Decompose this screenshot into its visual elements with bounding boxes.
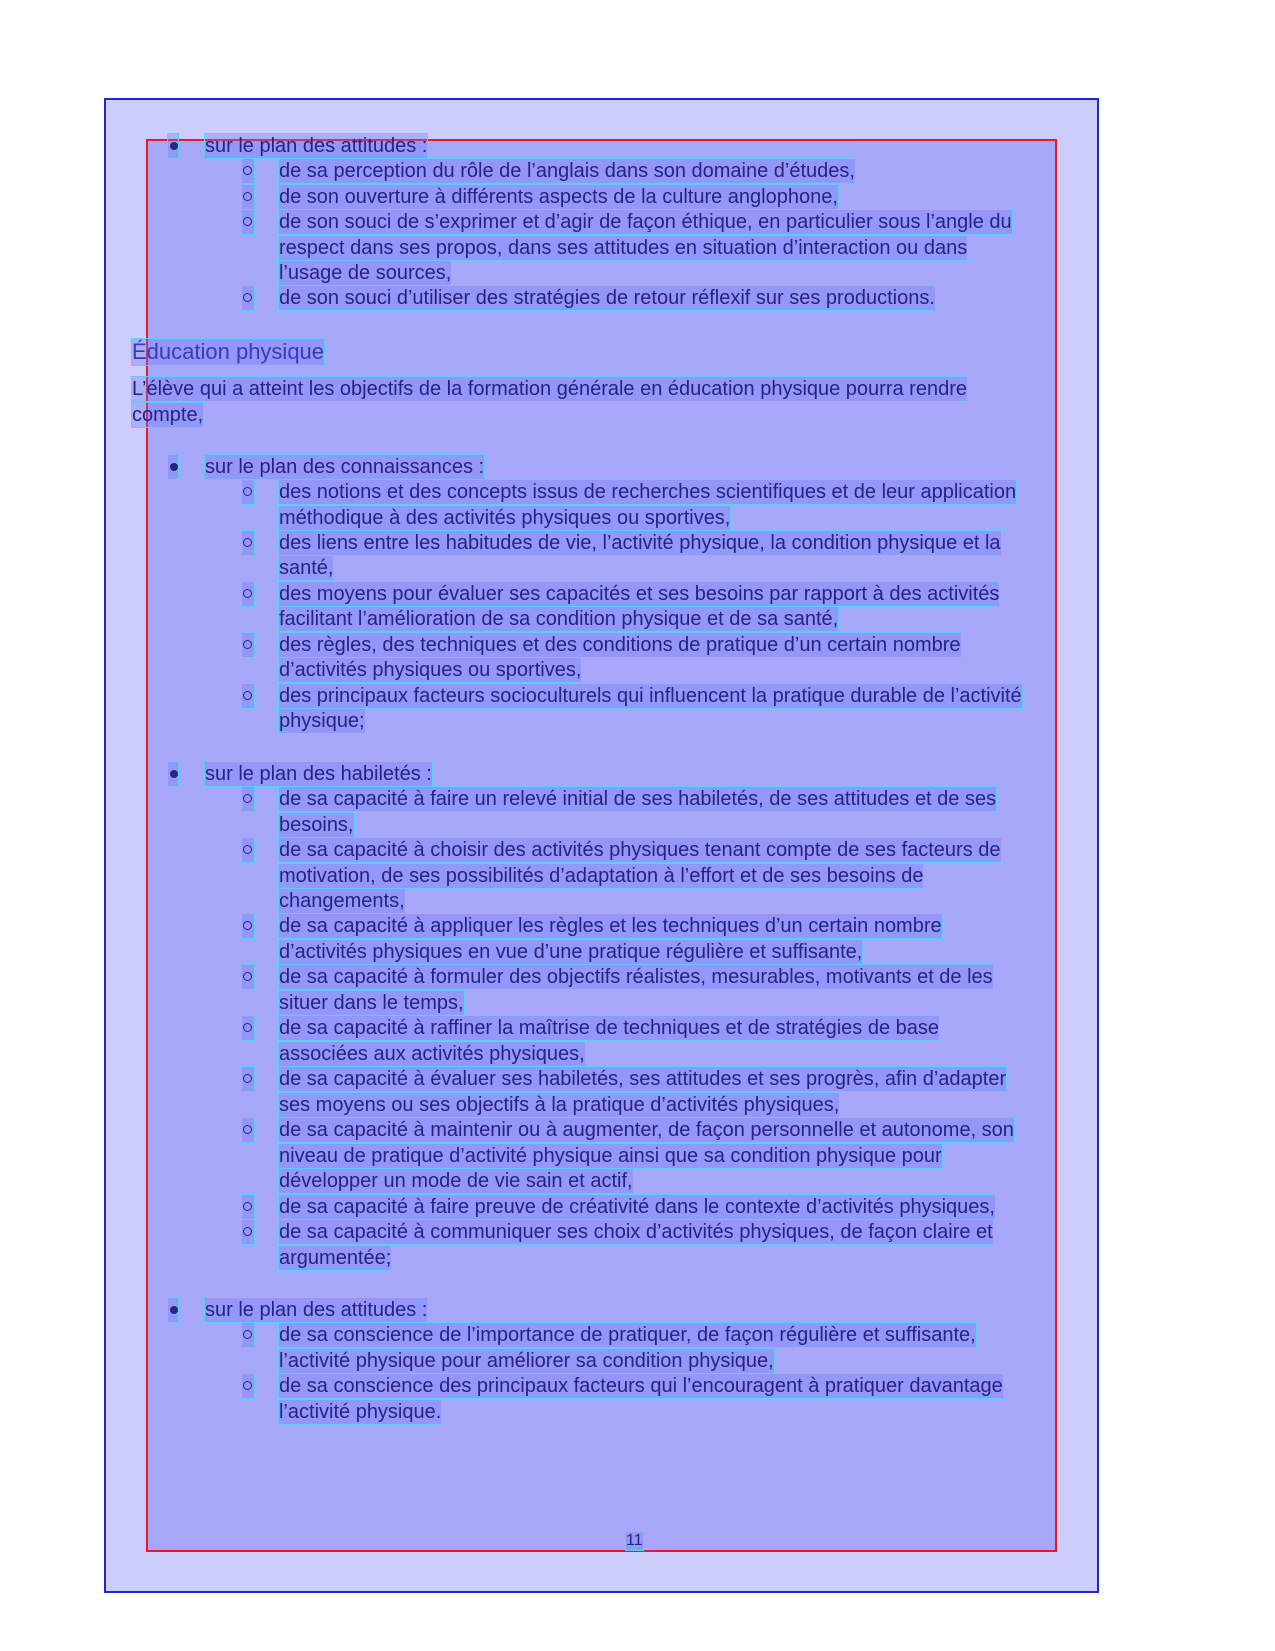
list-item-line: méthodique à des activités physiques ou sportives, [279,507,731,529]
list-heading-attitudes-2: sur le plan des attitudes : [205,1299,428,1321]
list-item-line: de sa capacité à maintenir ou à augmenter, de façon personnelle et autonome, son [279,1119,1014,1141]
circle-bullet-icon [242,1374,254,1398]
circle-bullet-icon [242,1016,254,1040]
list-item-line: physique; [279,710,365,732]
circle-bullet-icon [242,684,254,708]
circle-bullet-icon [242,914,254,938]
list-item-line: de sa capacité à raffiner la maîtrise de techniques et de stratégies de base [279,1017,940,1039]
circle-bullet-icon [242,159,254,183]
list-item-line: des moyens pour évaluer ses capacités et ses besoins par rapport à des activités [279,583,1000,605]
circle-bullet-icon [242,185,254,209]
list-item-line: de sa capacité à appliquer les règles et les techniques d’un certain nombre [279,915,942,937]
list-item-line: l’activité physique. [279,1401,442,1423]
list-item-line: besoins, [279,814,354,836]
list-heading-attitudes-1: sur le plan des attitudes : [205,135,428,157]
list-item-line: des principaux facteurs socioculturels qui influencent la pratique durable de l’activité [279,685,1022,707]
list-item-line: de sa capacité à évaluer ses habiletés, ses attitudes et ses progrès, afin d’adapter [279,1068,1007,1090]
list-item-line: de son souci d’utiliser des stratégies de retour réflexif sur ses productions. [279,287,935,309]
list-item-line: de sa conscience des principaux facteurs qui l’encouragent à pratiquer davantage [279,1375,1003,1397]
circle-bullet-icon [242,1195,254,1219]
circle-bullet-icon [242,1323,254,1347]
circle-bullet-icon [242,531,254,555]
bullet-icon [168,455,178,479]
list-item-line: des liens entre les habitudes de vie, l’activité physique, la condition physique et la [279,532,1001,554]
list-item-line: développer un mode de vie sain et actif, [279,1170,633,1192]
list-item-line: motivation, de ses possibilités d’adaptation à l’effort et de ses besoins de [279,865,924,887]
list-item-line: associées aux activités physiques, [279,1043,585,1065]
bullet-icon [168,134,178,158]
list-item-line: facilitant l’amélioration de sa condition physique et de sa santé, [279,608,839,630]
list-item-line: ses moyens ou ses objectifs à la pratique d’activités physiques, [279,1094,840,1116]
list-item-line: d’activités physiques ou sportives, [279,659,582,681]
circle-bullet-icon [242,633,254,657]
list-item-line: de sa capacité à choisir des activités physiques tenant compte de ses facteurs de [279,839,1001,861]
circle-bullet-icon [242,286,254,310]
circle-bullet-icon [242,965,254,989]
intro-line: compte, [132,404,204,426]
list-item-line: de sa capacité à faire preuve de créativité dans le contexte d’activités physiques, [279,1196,995,1218]
list-item-line: de sa capacité à formuler des objectifs réalistes, mesurables, motivants et de les [279,966,993,988]
circle-bullet-icon [242,1118,254,1142]
section-title: Éducation physique [132,339,325,364]
circle-bullet-icon [242,1220,254,1244]
list-item-line: changements, [279,890,405,912]
circle-bullet-icon [242,480,254,504]
list-item-line: l’usage de sources, [279,262,452,284]
list-item-line: de sa conscience de l’importance de pratiquer, de façon régulière et suffisante, [279,1324,976,1346]
list-item-line: de sa capacité à faire un relevé initial de ses habiletés, de ses attitudes et de ses [279,788,997,810]
circle-bullet-icon [242,582,254,606]
list-heading-connaissances: sur le plan des connaissances : [205,456,485,478]
list-item-line: de son ouverture à différents aspects de la culture anglophone, [279,186,838,208]
list-item-line: de sa perception du rôle de l’anglais dans son domaine d’études, [279,160,855,182]
list-item-line: argumentée; [279,1247,392,1269]
circle-bullet-icon [242,1067,254,1091]
list-item-line: situer dans le temps, [279,992,464,1014]
list-item-line: des notions et des concepts issus de recherches scientifiques et de leur application [279,481,1017,503]
list-item-line: de sa capacité à communiquer ses choix d’activités physiques, de façon claire et [279,1221,993,1243]
intro-line: L’élève qui a atteint les objectifs de la formation générale en éducation physique pourra rendre [132,378,967,400]
list-item-line: niveau de pratique d’activité physique ainsi que sa condition physique pour [279,1145,942,1167]
list-item-line: de son souci de s’exprimer et d’agir de façon éthique, en particulier sous l’angle du [279,211,1012,233]
circle-bullet-icon [242,838,254,862]
list-item-line: respect dans ses propos, dans ses attitudes en situation d’interaction ou dans [279,237,968,259]
bullet-icon [168,1298,178,1322]
page-number: 11 [626,1532,643,1549]
list-item-line: des règles, des techniques et des conditions de pratique d’un certain nombre [279,634,961,656]
list-item-line: d’activités physiques en vue d’une pratique régulière et suffisante, [279,941,863,963]
list-heading-habiletes: sur le plan des habiletés : [205,763,432,785]
list-item-line: santé, [279,557,334,579]
list-item-line: l’activité physique pour améliorer sa condition physique, [279,1350,774,1372]
circle-bullet-icon [242,787,254,811]
bullet-icon [168,762,178,786]
circle-bullet-icon [242,210,254,234]
